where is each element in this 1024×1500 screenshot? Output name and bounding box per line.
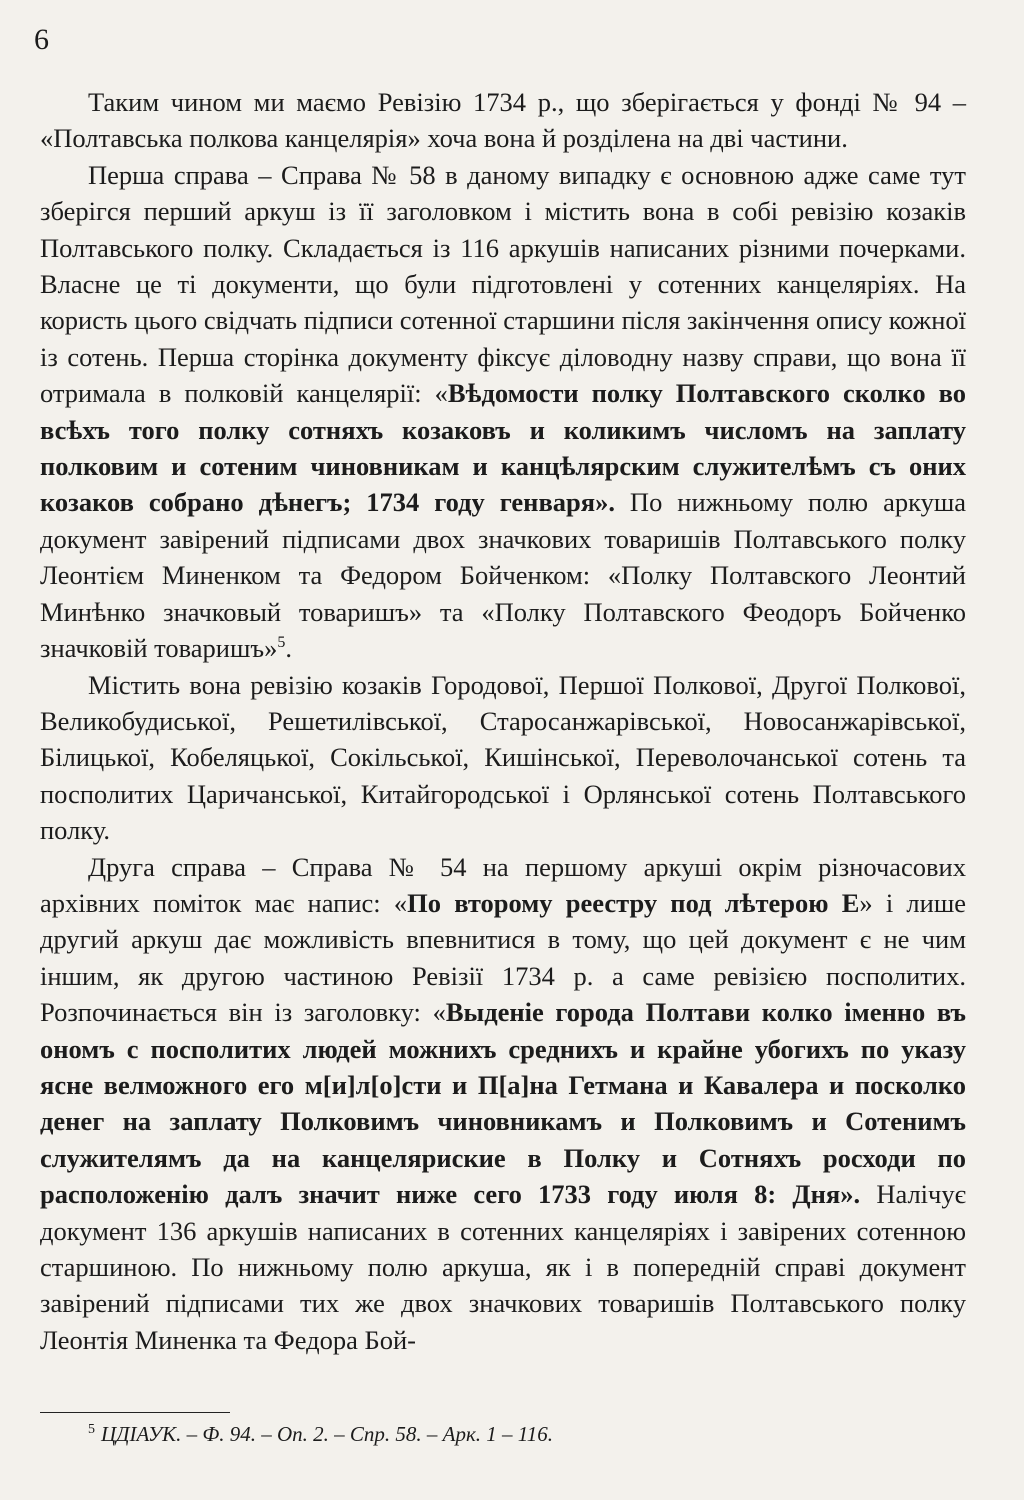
quoted-title-1: Вѣдомости полку Полтавского сколко во всѣхъ того полку сотняхъ козаковъ и коликимъ числомъ на заплату полковим и сотеним чиновникам и канцѣлярским служителѣмъ съ оних козаков собрано дѣнегъ; 1734 году генваря». (40, 378, 966, 518)
quoted-title-2: Выденіе города Полтави колко іменно въ ономъ с посполитих людей можнихъ среднихъ и крайне убогихъ по указу ясне велможного его м[и]л[о]сти и П[а]на Гетмана и Кавалера и посколко денег на заплату Полковимъ чиновникамъ и Полковимъ и Сотенимъ служителямъ да на канцеляриские в Полку и Сотняхъ росходи по расположенію далъ значит ниже сего 1733 году июля 8: Дня». (40, 997, 966, 1210)
paragraph-4-text-b: » і лише другий аркуш дає можливість впевнитися в тому, що цей документ є не чим іншим, як другою частиною Ревізії 1734 р. а саме ревізією посполитих. Розпочинається він із заголовку: « (40, 887, 966, 1028)
paragraph-2-text-a: Перша справа – Справа № 58 в даному випадку є основною адже саме тут зберігся перший аркуш із її заголовком і містить вона в собі ревізію козаків Полтавського полку. Складається із 116 аркушів написаних різними почерками. Власне це ті документи, що були підготовлені у сотенних канцеляріях. На користь цього свідчать підписи сотенної старшини після закінчення опису кожної із сотень. Перша сторінка документу фіксує діловодну назву справи, що вона її отримала в полковій канцелярії: « (40, 159, 966, 409)
paragraph-3: Містить вона ревізію козаків Городової, Першої Полкової, Другої Полкової, Великобудиської, Решетилівської, Старосанжарівської, Новосанжарівської, Білицької, Кобеляцької, Сокільської, Кишінської, Переволочанської сотень та посполитих Царичанської, Китайгородської і Орлянської сотень Полтавського полку. (40, 669, 966, 846)
paragraph-2-end: . (285, 633, 292, 664)
footnote-text: ЦДІАУК. – Ф. 94. – Оп. 2. – Спр. 58. – Арк. 1 – 116. (101, 1422, 554, 1446)
body-text (40, 84, 966, 1358)
paragraph-2 (40, 157, 966, 667)
footnote (88, 1420, 553, 1448)
footnote-mark: 5 (88, 1422, 95, 1437)
footnote-divider (40, 1412, 230, 1413)
footnote-reference: 5 (277, 634, 286, 652)
paragraph-4 (40, 849, 966, 1359)
paragraph-4-text-c: Налічує документ 136 аркушів написаних в сотенних канцеляріях і завірених сотенною старшиною. По нижньому полю аркуша, як і в попередній справі документ завірений підписами тих же двох значкових товаришів Полтавського полку Леонтія Миненка та Федора Бой- (40, 1179, 967, 1355)
paragraph-2-text-b: По нижньому полю аркуша документ завірений підписами двох значкових товаришів Полтавського полку Леонтієм Миненком та Федором Бойченком: «Полку Полтавского Леонтий Минѣнко значковый товаришъ» та «Полку Полтавского Феодоръ Бойченко значковій товаришъ» (40, 487, 967, 664)
quoted-inscription: По второму реестру под лѣтерою Е (407, 887, 860, 918)
paragraph-1: Таким чином ми маємо Ревізію 1734 р., що зберігається у фонді № 94 – «Полтавська полкова канцелярія» хоча вона й розділена на дві частини. (40, 87, 966, 154)
page-number: 6 (34, 23, 49, 56)
paragraph-4-text-a: Друга справа – Справа № 54 на першому аркуші окрім різночасових архівних поміток має напис: « (40, 851, 966, 918)
